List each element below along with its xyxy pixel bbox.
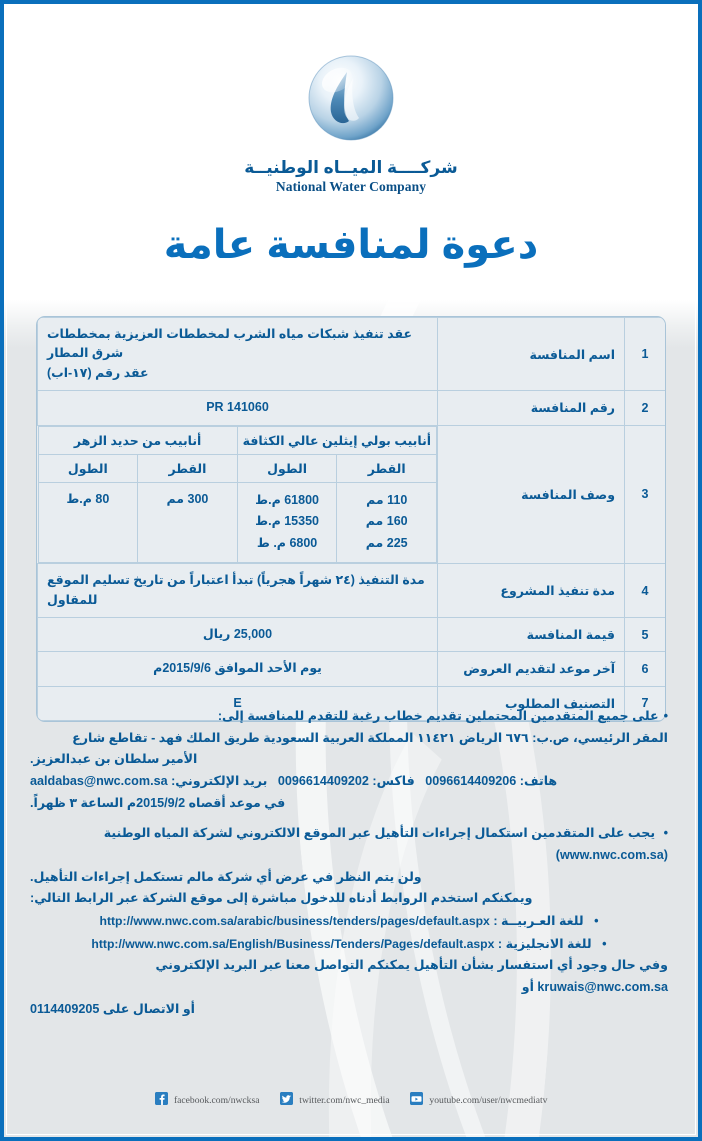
spec-group-cast-iron: أنابيب من حديد الزهر (38, 426, 237, 454)
row-number: 1 (625, 318, 666, 391)
social-link-facebook[interactable] (155, 1092, 260, 1106)
row-value-tender-description (38, 425, 438, 564)
contact-email-link[interactable]: aaldabas@nwc.com.sa (30, 773, 168, 788)
note-qualification-line-3: ويمكنكم استخدم الروابط أدناه للدخول مباشرة إلى موقع الشركة عبر الرابط التالي: (30, 891, 533, 906)
url-arabic-link[interactable]: http://www.nwc.com.sa/arabic/business/tenders/pages/default.aspx (99, 913, 490, 928)
spec-column-header-row (38, 454, 437, 482)
row-label-submission-deadline: آخر موعد لتقديم العروض (438, 652, 625, 686)
social-link-twitter[interactable] (280, 1092, 390, 1106)
note-qualification-line-2: ولن يتم النظر في عرض أي شركة مالم تستكمل إجراءات التأهيل. (30, 869, 422, 884)
spec-cast-diameter: 300 مم (138, 482, 238, 563)
email-label: بريد الإلكتروني: (171, 773, 268, 788)
row-label-tender-description: وصف المنافسة (438, 425, 625, 564)
note-deadline-line: في موعد أقصاه 2015/9/2م الساعة ٣ ظهراً. (30, 795, 286, 810)
row-number: 5 (625, 617, 666, 651)
fax-label: فاكس: (372, 773, 415, 788)
spec-values-row (38, 482, 437, 563)
hdpe-diameter-2: 160 مم (365, 514, 408, 529)
hdpe-length-2: 15350 م.ط (255, 514, 319, 529)
tender-name-line-1: عقد تنفيذ شبكات مياه الشرب لمخططات العزيزية بمخططات شرق المطار (47, 327, 412, 361)
note-address-line-1: المقر الرئيسي، ص.ب: ٦٧٦ الرياض ١١٤٢١ المملكة العربية السعودية طريق الملك فهد - تقاطع شارع (72, 730, 668, 745)
row-number: 6 (625, 652, 666, 686)
note-bullet-qualification (30, 823, 668, 866)
spec-group-hdpe: أنابيب بولي إيثلين عالي الكثافة (237, 426, 436, 454)
row-value-tender-number: PR 141060 (38, 391, 438, 425)
spec-hdpe-lengths (237, 482, 337, 563)
spec-col-length-hdpe: الطول (237, 454, 337, 482)
table-row (38, 391, 666, 425)
spec-col-diameter-cast: القطر (138, 454, 238, 482)
table-row (38, 564, 666, 618)
table-row (38, 617, 666, 651)
social-links-footer (0, 1092, 702, 1106)
fax-number: 0096614409202 (277, 773, 369, 788)
spec-group-header-row (38, 426, 437, 454)
inquiry-or: أو (521, 979, 534, 994)
spec-cast-length: 80 م.ط (38, 482, 138, 563)
row-label-tender-number: رقم المنافسة (438, 391, 625, 425)
phone-number[interactable]: 0096614409206 (425, 773, 517, 788)
row-value-tender-value: 25,000 ريال (38, 617, 438, 651)
row-value-required-classification: E (38, 686, 438, 720)
row-number: 7 (625, 686, 666, 720)
table-row (38, 318, 666, 391)
qualification-text: يجب على المتقدمين استكمال إجراءات التأهيل عبر الموقع الالكتروني لشركة المياه الوطنية (103, 826, 656, 841)
tender-details-table (36, 316, 666, 722)
table-row (38, 652, 666, 686)
youtube-url-text: youtube.com/user/nwcmediatv (429, 1095, 548, 1106)
twitter-url-text: twitter.com/nwc_media (299, 1095, 390, 1106)
url-arabic-label: للغة العـربيــة : (493, 913, 584, 928)
row-value-submission-deadline: يوم الأحد الموافق 2015/9/6م (38, 652, 438, 686)
water-drop-sphere-logo (303, 52, 399, 148)
hdpe-length-3: 6800 م. ط (256, 536, 318, 551)
hdpe-length-1: 61800 م.ط (255, 492, 319, 507)
table-row (38, 425, 666, 564)
social-link-youtube[interactable] (410, 1092, 547, 1106)
note-block-application (30, 706, 668, 814)
facebook-url-text: facebook.com/nwcksa (173, 1095, 260, 1106)
note-inquiry-line (30, 955, 668, 998)
row-number: 2 (625, 391, 666, 425)
inquiry-text: وفي حال وجود أي استفسار بشأن التأهيل يمكنكم التواصل معنا عبر البريد الإلكتروني (155, 958, 668, 973)
company-name-arabic: شركــــة الميــاه الوطنيــة (244, 158, 458, 177)
row-number: 4 (625, 564, 666, 618)
row-label-tender-value: قيمة المنافسة (438, 617, 625, 651)
youtube-icon (410, 1092, 423, 1105)
spec-hdpe-diameters (337, 482, 437, 563)
spec-col-diameter-hdpe: القطر (337, 454, 437, 482)
company-name-english: National Water Company (275, 179, 427, 194)
note-bullet-apply: • على جميع المتقدمين المحتملين تقديم خطاب رغبة للتقدم للمنافسة إلى: (30, 706, 668, 728)
twitter-icon (280, 1092, 293, 1105)
note-contact-line (30, 771, 668, 793)
hdpe-diameter-3: 225 مم (365, 536, 408, 551)
facebook-icon (155, 1092, 168, 1105)
url-english-label: للغة الانجليزية : (497, 936, 592, 951)
notes-section (30, 706, 668, 1029)
tender-name-line-2: عقد رقم (١٧-اب) (47, 365, 149, 380)
company-website-link[interactable]: (www.nwc.com.sa) (555, 847, 668, 862)
row-value-project-duration: مدة التنفيذ (٢٤ شهراً هجرياً) تبدأ اعتباراً من تاريخ تسليم الموقع للمقاول (38, 564, 438, 618)
url-row-arabic (30, 911, 668, 933)
phone-label: هاتف: (519, 773, 558, 788)
row-label-required-classification: التصنيف المطلوب (438, 686, 625, 720)
note-inquiry-phone-line (30, 999, 668, 1021)
row-label-tender-name: اسم المنافسة (438, 318, 625, 391)
company-logo-block (0, 52, 702, 195)
inquiry-call-label: أو الاتصال على (102, 1001, 195, 1016)
row-number: 3 (625, 425, 666, 564)
note-address-line-2: الأمير سلطان بن عبدالعزيز. (30, 752, 198, 767)
row-label-project-duration: مدة تنفيذ المشروع (438, 564, 625, 618)
url-row-english (30, 934, 668, 956)
inquiry-phone-number[interactable]: 0114409205 (30, 1001, 100, 1016)
spec-col-length-cast: الطول (38, 454, 138, 482)
note-block-qualification (30, 823, 668, 1020)
row-value-tender-name (38, 318, 438, 391)
hdpe-diameter-1: 110 مم (366, 492, 408, 507)
pipe-specification-table (38, 426, 438, 564)
inquiry-email-link[interactable]: kruwais@nwc.com.sa (537, 979, 668, 994)
url-english-link[interactable]: http://www.nwc.com.sa/English/Business/Tenders/Pages/default.aspx (91, 936, 495, 951)
page-title: دعوة لمنافسة عامة (163, 223, 539, 267)
